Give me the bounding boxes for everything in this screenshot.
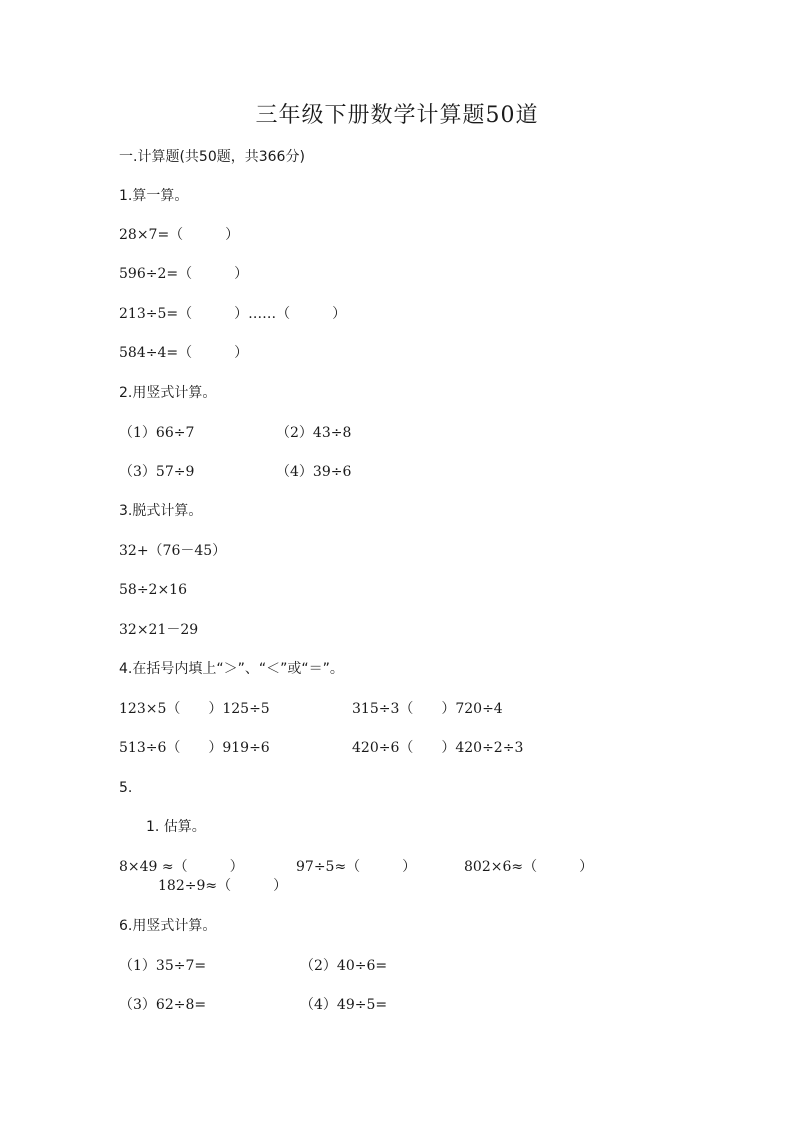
document-title: 三年级下册数学计算题50道 xyxy=(255,103,539,128)
q2-item-4: （4）39÷6 xyxy=(276,464,352,480)
q5-subheading: 1. 估算。 xyxy=(146,819,206,835)
q4-item-1: 123×5（ ）125÷5 xyxy=(119,701,270,717)
q4-item-4: 420÷6（ ）420÷2÷3 xyxy=(352,740,524,756)
q3-item-1: 32+（76－45） xyxy=(119,543,227,559)
q1-item-1: 28×7=（ ） xyxy=(119,227,240,243)
q1-item-3: 213÷5=（ ）……（ ） xyxy=(119,306,347,322)
q2-item-1: （1）66÷7 xyxy=(119,425,195,441)
q1-item-4: 584÷4=（ ） xyxy=(119,345,249,361)
q4-item-3: 513÷6（ ）919÷6 xyxy=(119,740,270,756)
q5-item-4: 182÷9≈（ ） xyxy=(158,878,288,894)
q6-item-2: （2）40÷6= xyxy=(300,958,388,974)
q1-item-2: 596÷2=（ ） xyxy=(119,266,249,282)
q5-item-2: 97÷5≈（ ） xyxy=(296,859,417,875)
q1-heading: 1.算一算。 xyxy=(119,188,189,204)
q6-heading: 6.用竖式计算。 xyxy=(119,918,217,934)
q6-item-3: （3）62÷8= xyxy=(119,997,207,1013)
q5-item-1: 8×49 ≈（ ） xyxy=(119,859,244,875)
q5-item-3: 802×6≈（ ） xyxy=(464,859,594,875)
section-heading: 一.计算题(共50题，共366分) xyxy=(119,149,305,165)
q2-item-2: （2）43÷8 xyxy=(276,425,352,441)
q3-item-2: 58÷2×16 xyxy=(119,582,187,598)
q4-heading: 4.在括号内填上“＞”、“＜”或“＝”。 xyxy=(119,661,344,677)
q3-heading: 3.脱式计算。 xyxy=(119,503,203,519)
q6-item-4: （4）49÷5= xyxy=(300,997,388,1013)
q6-item-1: （1）35÷7= xyxy=(119,958,207,974)
q2-item-3: （3）57÷9 xyxy=(119,464,195,480)
q3-item-3: 32×21－29 xyxy=(119,622,199,638)
q2-heading: 2.用竖式计算。 xyxy=(119,385,217,401)
q4-item-2: 315÷3（ ）720÷4 xyxy=(352,701,503,717)
q5-heading: 5. xyxy=(119,780,133,796)
